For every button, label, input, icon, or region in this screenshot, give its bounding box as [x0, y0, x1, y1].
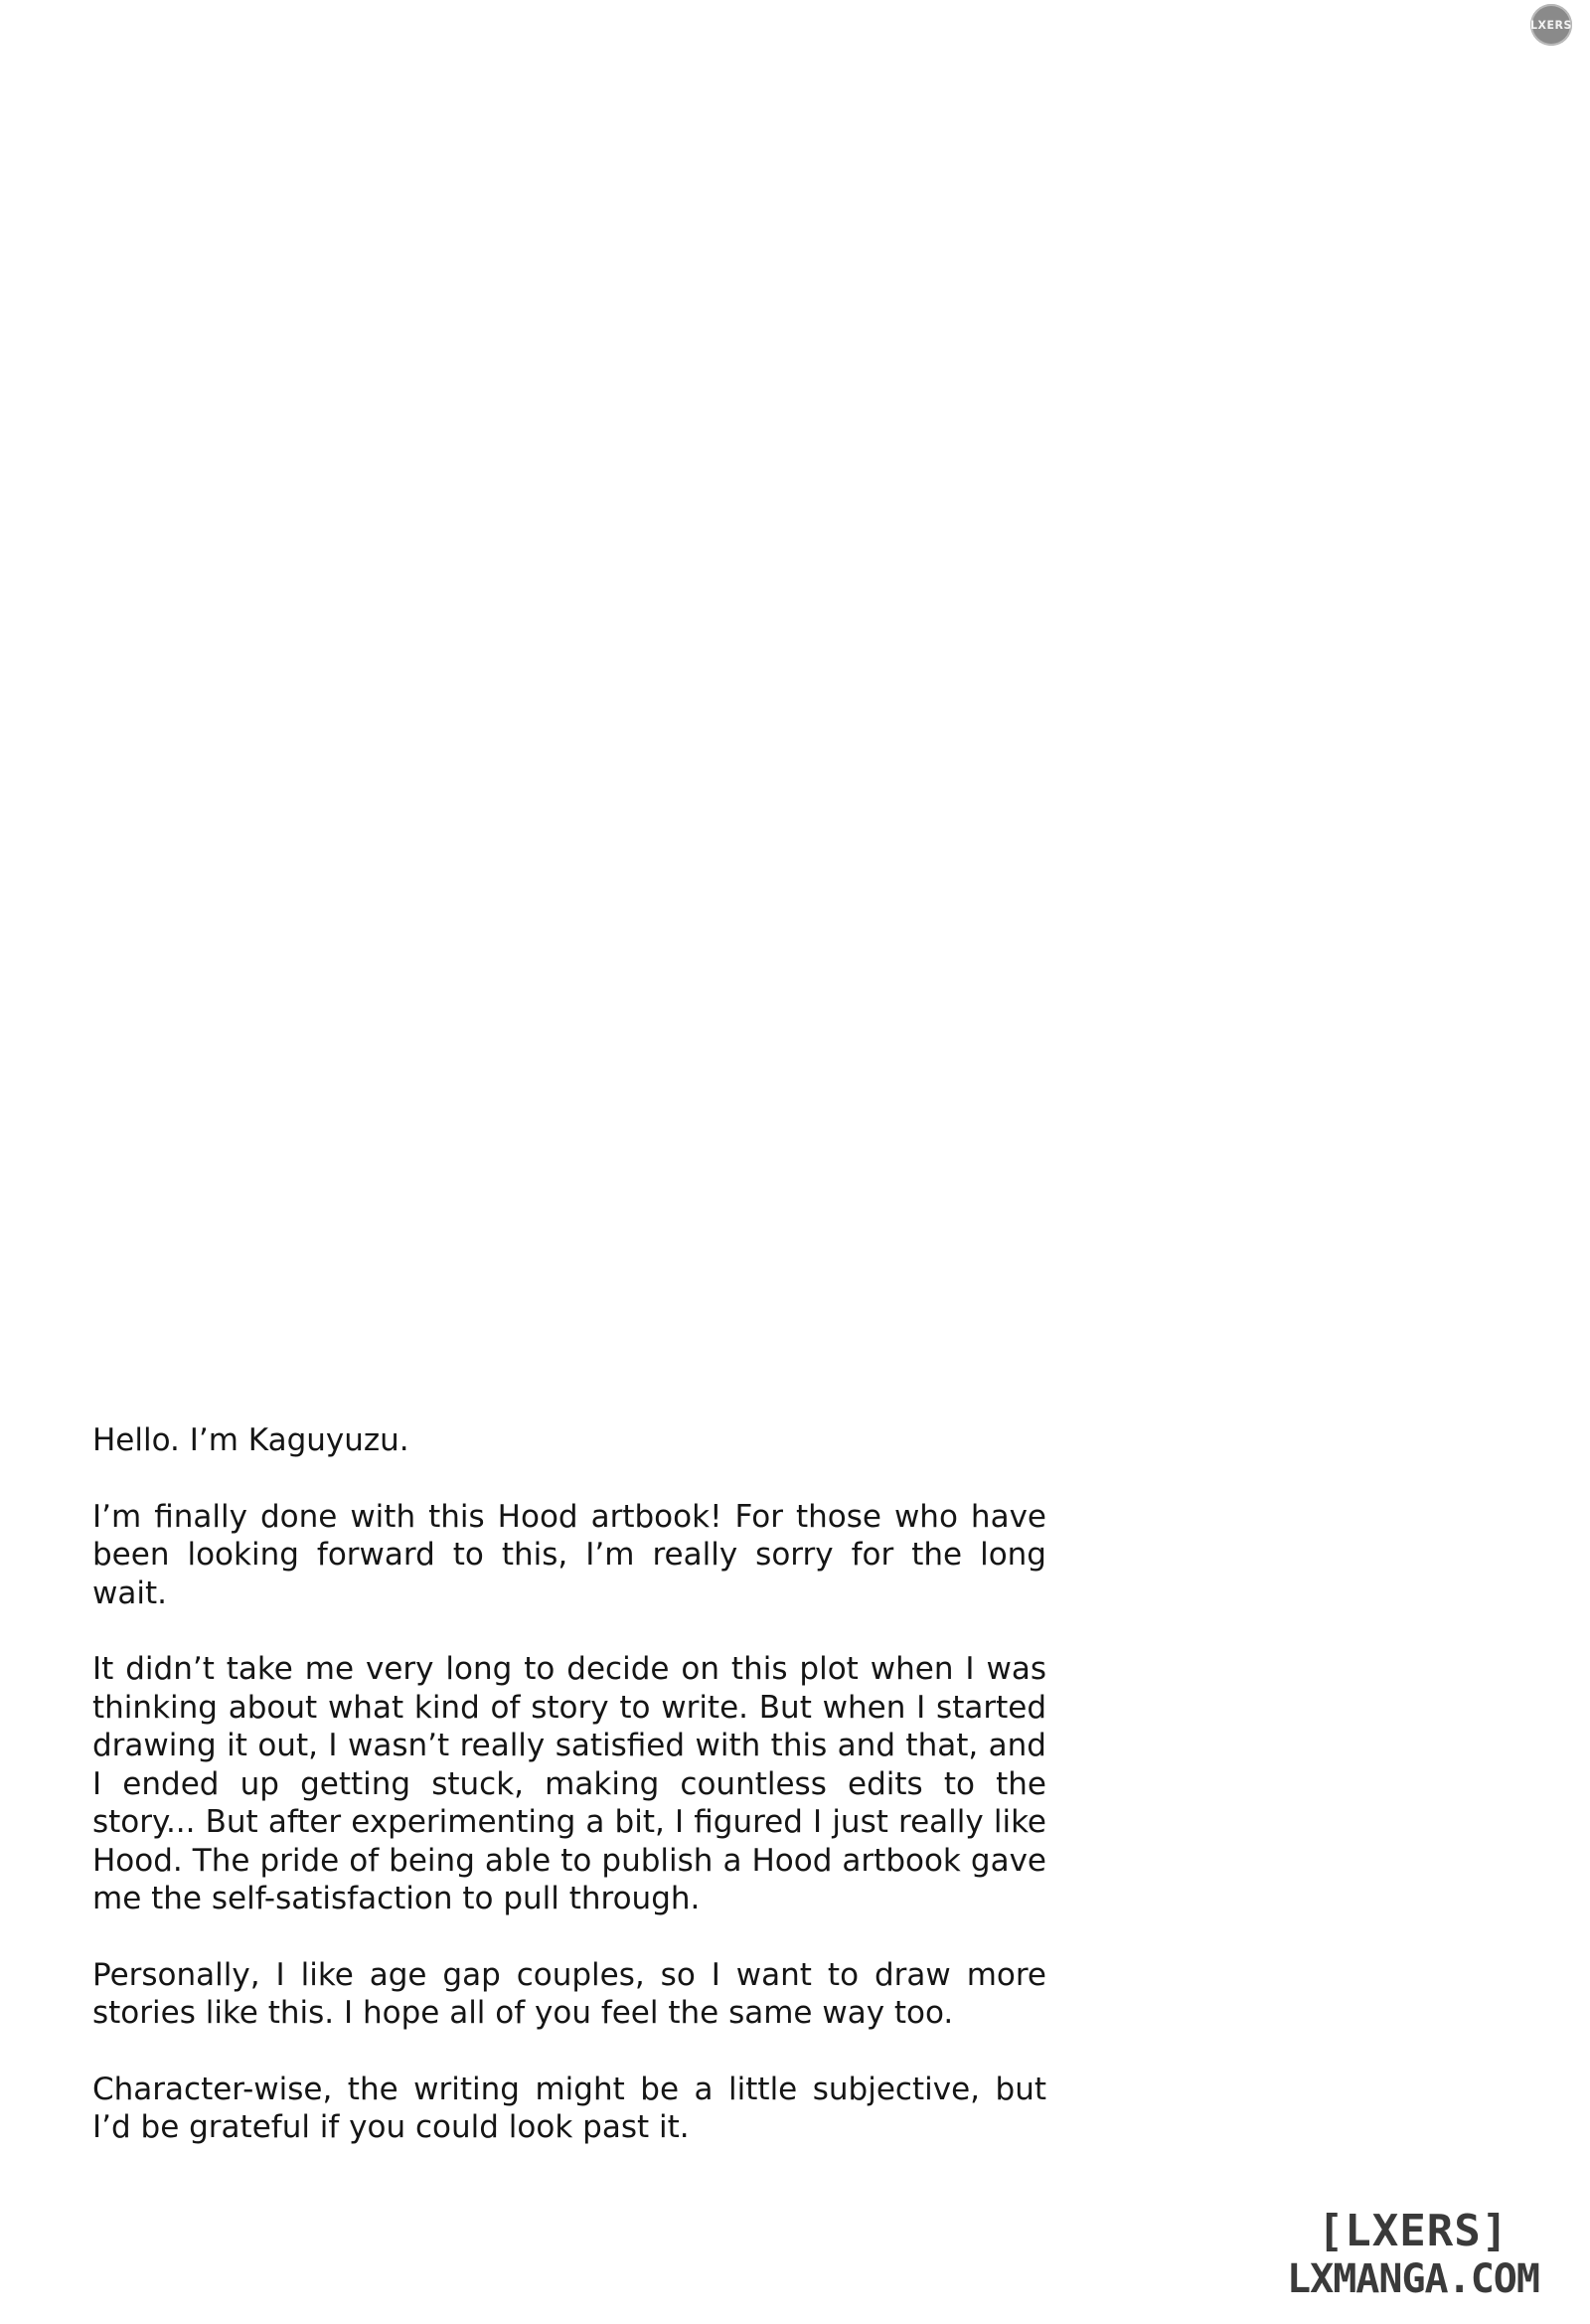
afterword-greeting: Hello. I’m Kaguyuzu.: [92, 1422, 409, 1458]
lxers-logo-badge: [1530, 4, 1572, 46]
afterword-paragraph: I’m finally done with this Hood artbook! For those who have been looking forward to this, I’m really sorry for the long wait.: [92, 1498, 1046, 1611]
badge-label: LXERS: [1530, 18, 1572, 32]
afterword-paragraph: Personally, I like age gap couples, so I want to draw more stories like this. I hope all of you feel the same way too.: [92, 1956, 1046, 2031]
afterword-paragraph: Character-wise, the writing might be a little subjective, but I’d be grateful if you could look past it.: [92, 2071, 1046, 2145]
afterword-paragraph: It didn’t take me very long to decide on this plot when I was thinking about what kind of story to write. But when I started drawing it out, I wasn’t really satisfied with this and that, and I ended up getting stuck, making countless edits to the story... But after experimenting a bit, I figured I just really like Hood. The pride of being able to publish a Hood artbook gave me the self-satisfaction to pull through.: [92, 1651, 1046, 1916]
site-watermark: [1254, 2207, 1572, 2302]
afterword-text-block: [92, 1421, 1046, 2185]
watermark-site-url: LXMANGA.COM: [1287, 2256, 1539, 2302]
watermark-group-name: [LXERS]: [1317, 2206, 1510, 2256]
